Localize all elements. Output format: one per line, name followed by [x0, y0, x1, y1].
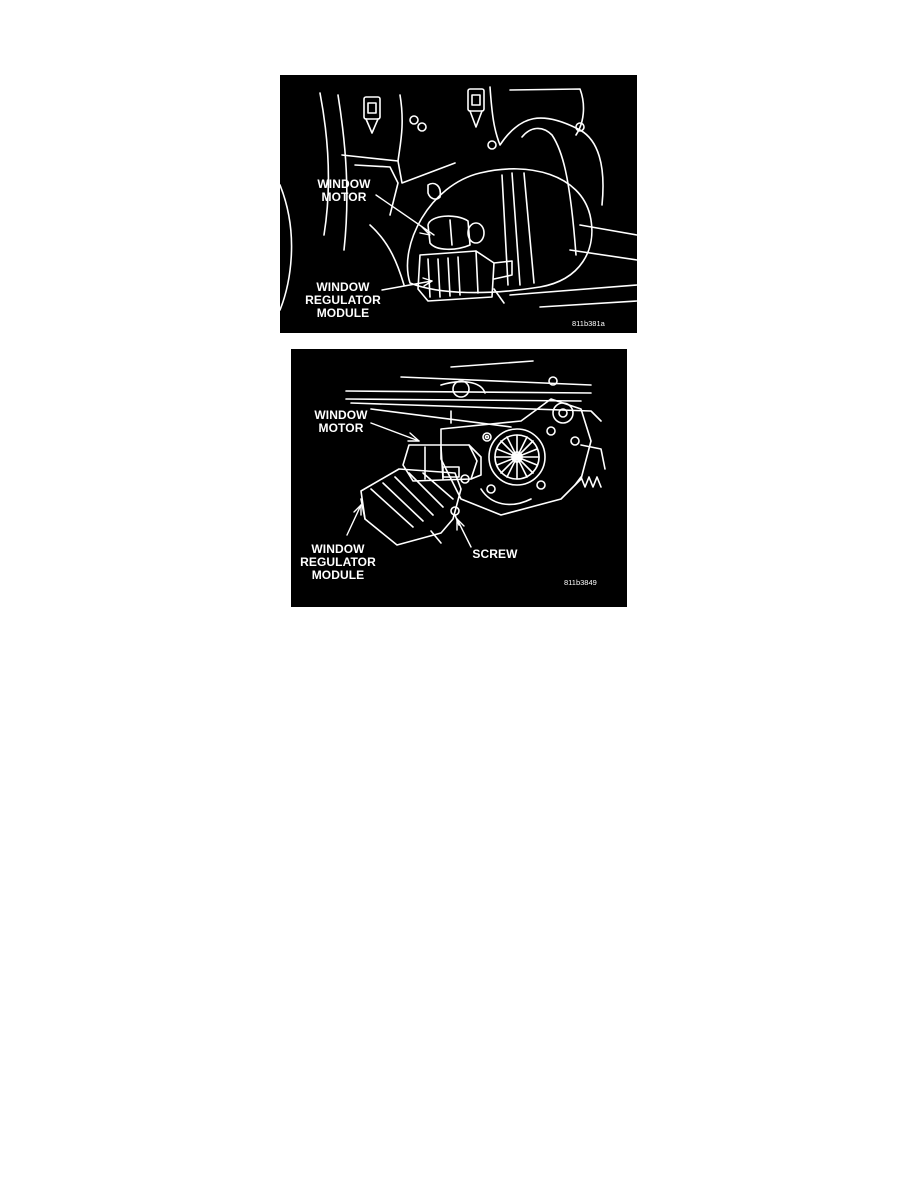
figure-code: 811b381a: [572, 319, 605, 328]
window-motor-label: WINDOW MOTOR: [317, 177, 371, 204]
figure-code: 811b3849: [564, 578, 597, 587]
window-regulator-module-label: WINDOW REGULATOR MODULE: [300, 542, 376, 582]
window-motor-label: WINDOW MOTOR: [314, 408, 368, 435]
figure-regulator-module-screw: [291, 349, 627, 607]
window-regulator-module-label: WINDOW REGULATOR MODULE: [305, 280, 381, 320]
screw-label: SCREW: [472, 547, 518, 561]
figure-window-motor-in-door: [280, 75, 637, 333]
